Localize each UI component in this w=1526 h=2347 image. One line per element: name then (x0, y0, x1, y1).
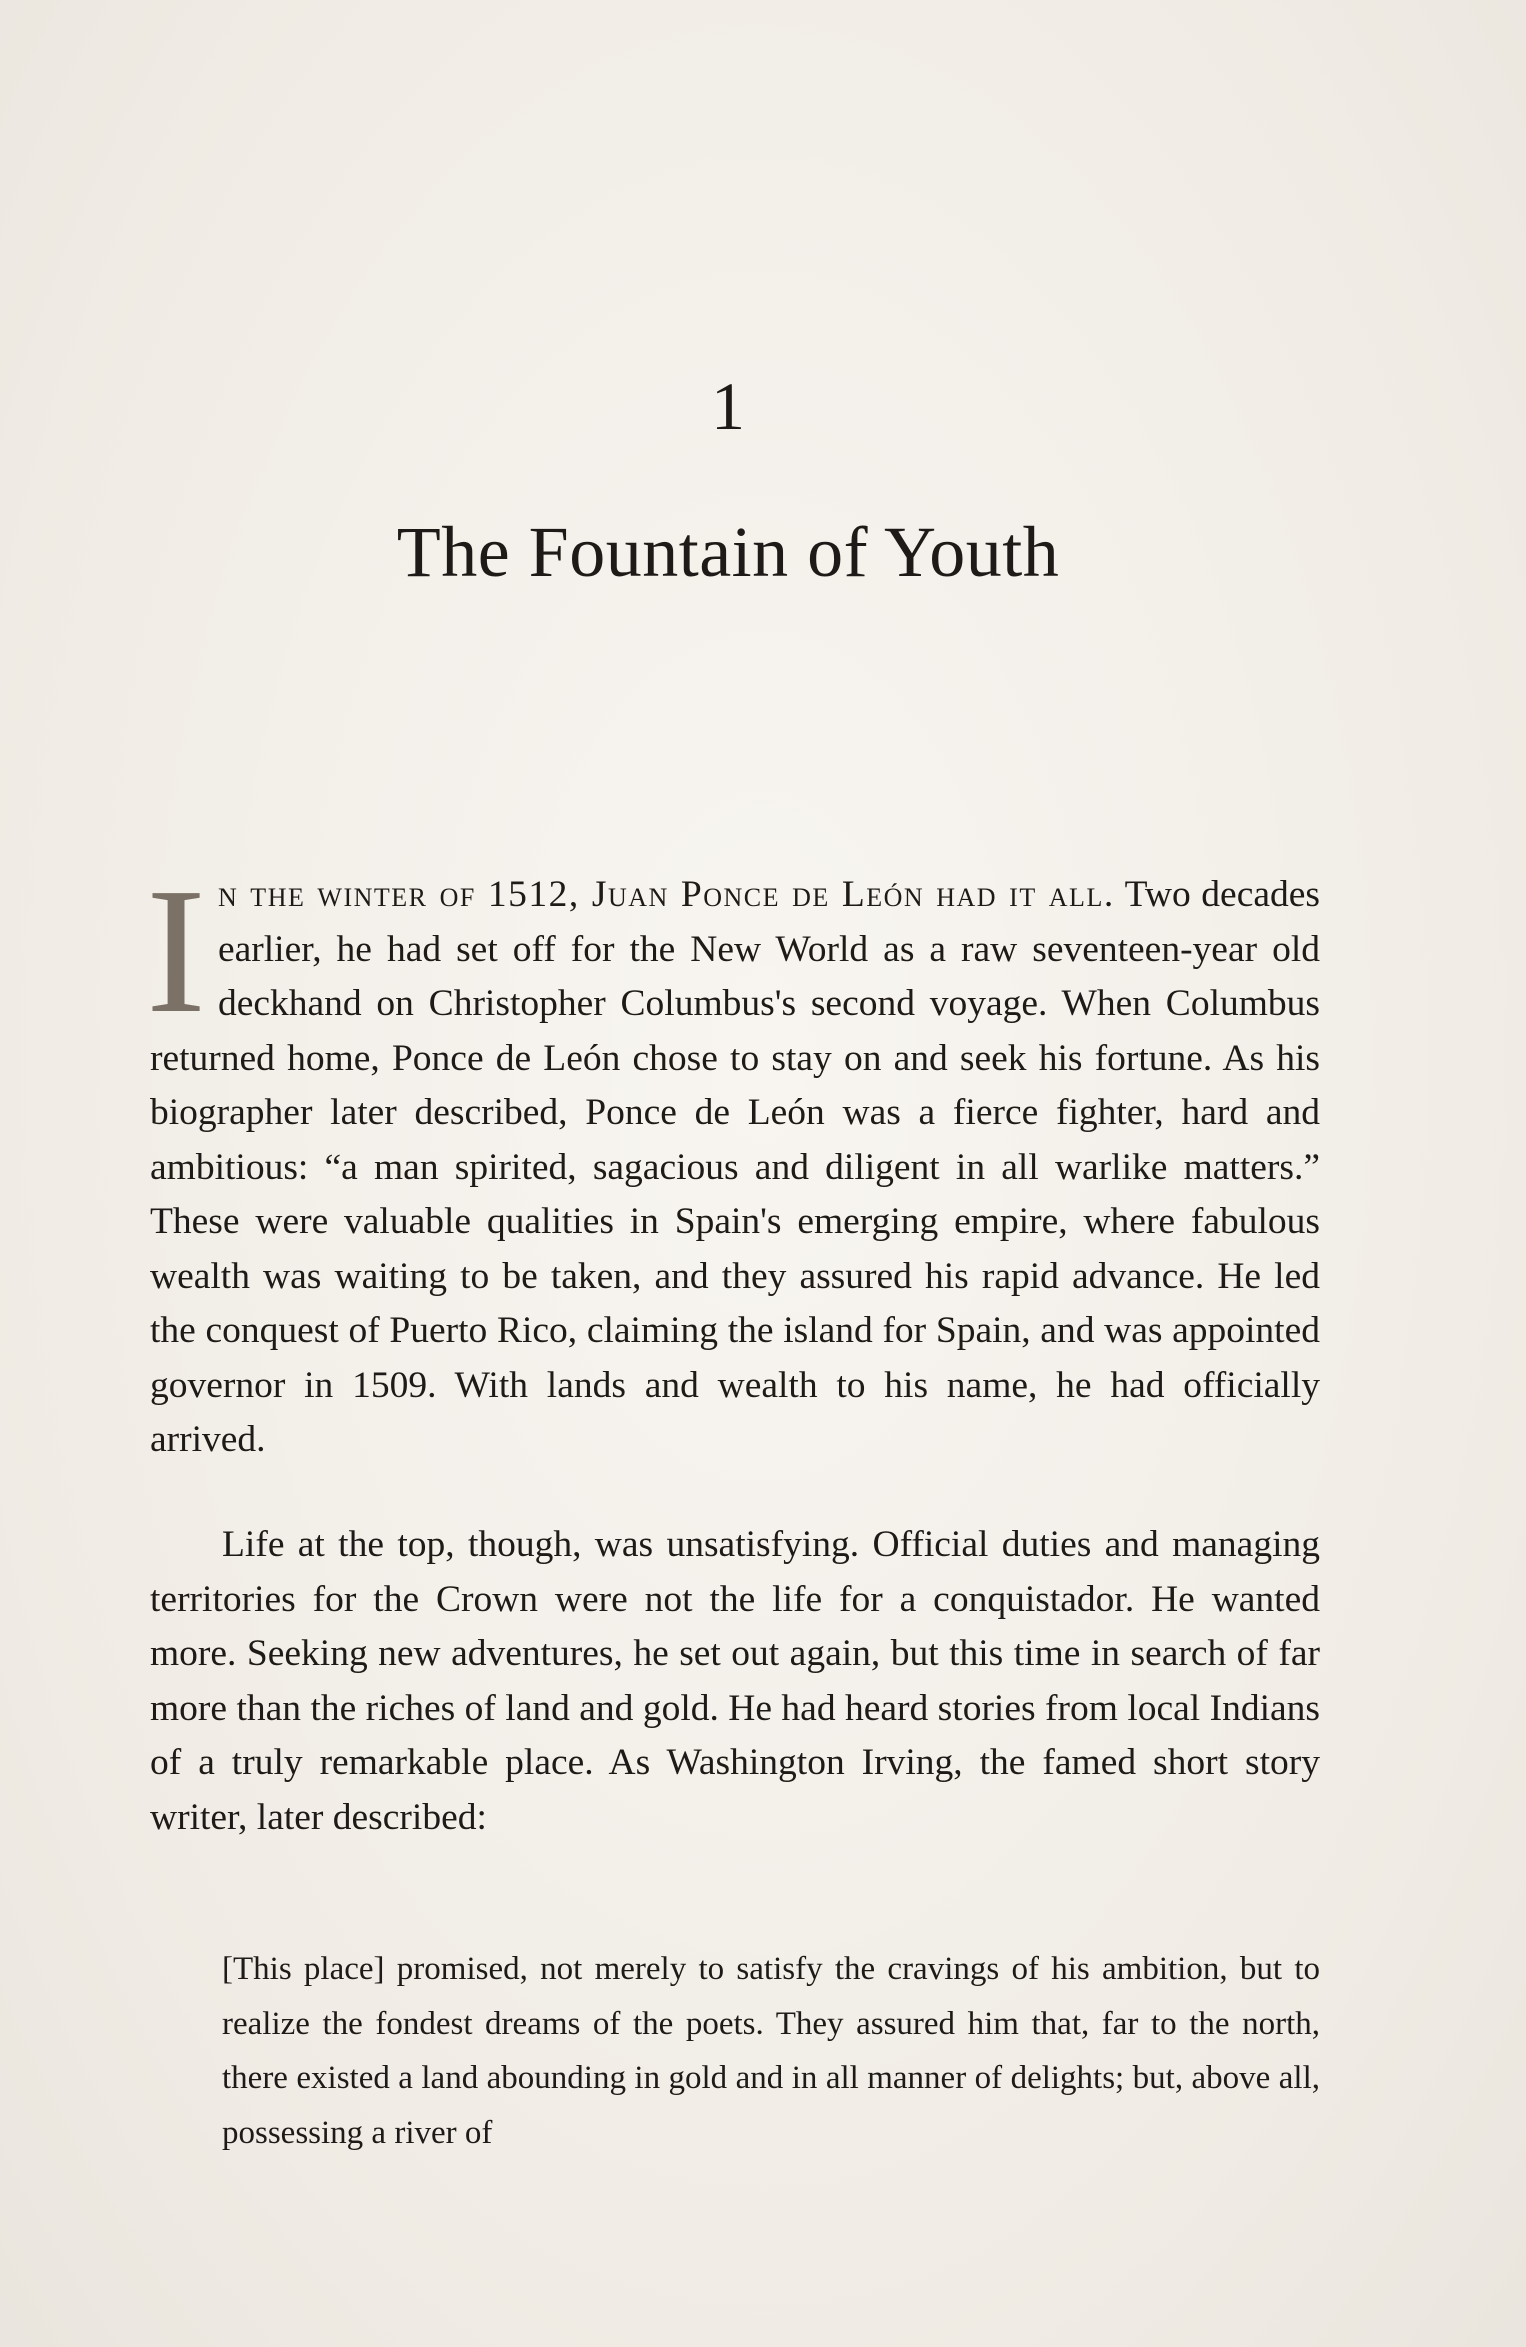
chapter-number: 1 (711, 368, 745, 444)
block-quote: [This place] promised, not merely to satisfy the cravings of his ambition, but to realize the fondest dreams of the poets. They assured him that, far to the north, there existed a land abounding in gold and in all manner of delights; but, above all, possessing a river of (222, 1951, 1320, 2151)
opening-paragraph (146, 851, 1320, 1468)
small-caps-lead-in: n the winter of 1512, Juan Ponce de León had it all. (217, 874, 1115, 915)
opening-paragraph-text: Two decades earlier, he had set off for the New World as a raw seventeen-year old deckhand on Christopher Columbus's second voyage. When Columbus returned home, Ponce de León chose to stay on and seek his fortune. As his biographer later described, Ponce de León was a fierce fighter, hard and ambitious: “a man spirited, sagacious and diligent in all warlike matters.” These were valuable qualities in Spain's emerging empire, where fabulous wealth was waiting to be taken, and they assured his rapid advance. He led the conquest of Puerto Rico, claiming the island for Spain, and was appointed governor in 1509. With lands and wealth to his name, he had officially arrived. (150, 874, 1320, 1460)
second-paragraph: Life at the top, though, was unsatisfying. Official duties and managing territories for the Crown were not the life for a conquistador. He wanted more. Seeking new adventures, he set out again, but this time in search of far more than the riches of land and gold. He had heard stories from local Indians of a truly remarkable place. As Washington Irving, the famed short story writer, later described: (150, 1524, 1320, 1838)
chapter-title: The Fountain of Youth (396, 512, 1060, 592)
drop-cap: I (146, 851, 206, 1050)
